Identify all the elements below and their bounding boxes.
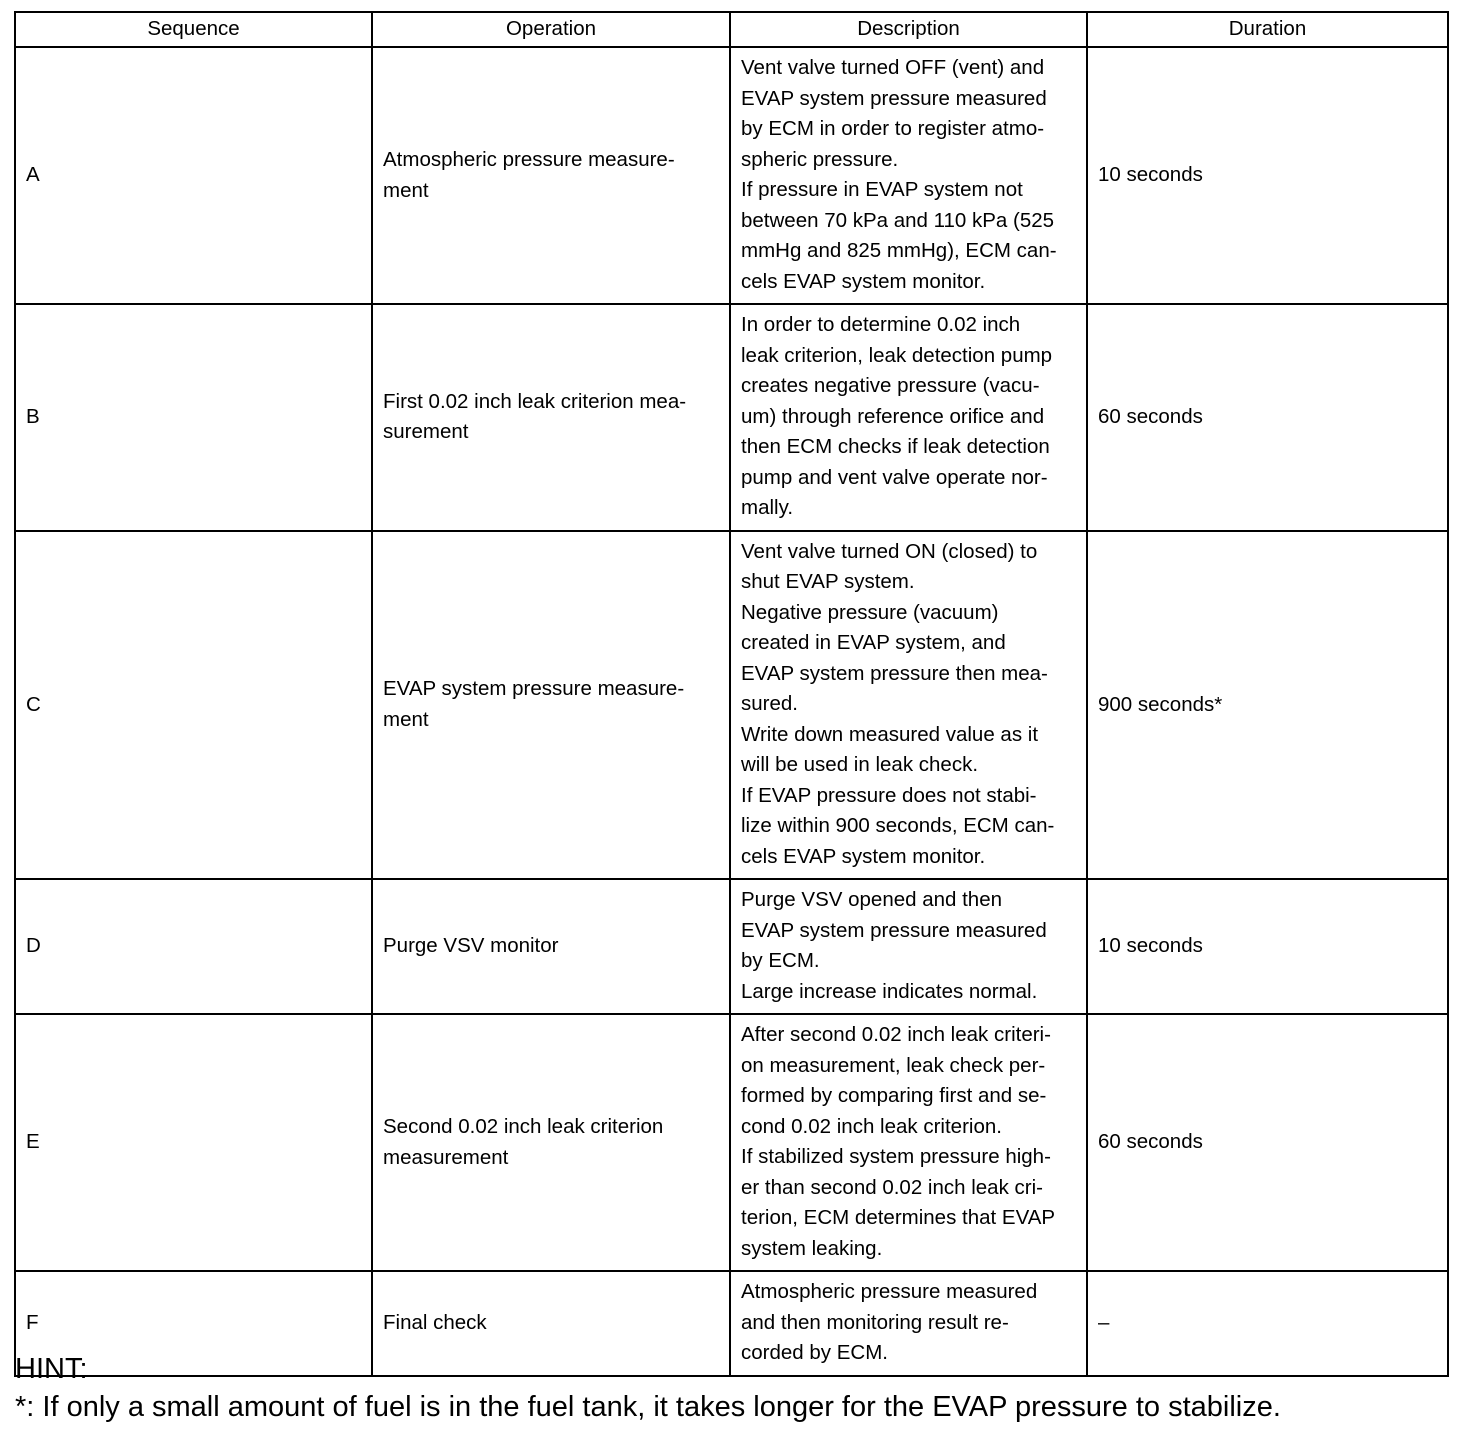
operation-line: EVAP system pressure measure- [383, 677, 685, 701]
duration-cell: 10 seconds [1087, 879, 1448, 1014]
description-line: EVAP system pressure measured [741, 918, 1047, 942]
operation-line: Second 0.02 inch leak criterion [383, 1115, 664, 1138]
description-line: between 70 kPa and 110 kPa (525 [741, 208, 1055, 232]
operation-line: ment [383, 707, 429, 731]
description-line: on measurement, leak check per- [741, 1053, 1046, 1077]
description-cell [730, 531, 1087, 880]
operation-cell [372, 304, 730, 531]
description-line: EVAP system pressure then mea- [741, 661, 1048, 685]
description-line: If EVAP pressure does not stabi- [741, 783, 1037, 807]
sequence-cell: B [15, 304, 372, 531]
description-line: spheric pressure. [741, 147, 899, 171]
sequence-cell: E [15, 1014, 372, 1271]
operation-line: ment [383, 178, 429, 202]
hint-text: *: If only a small amount of fuel is in the fuel tank, it takes longer for the EVAP pressure to stabilize. [15, 1391, 1281, 1423]
description-line: Write down measured value as it [741, 722, 1039, 746]
description-line: shut EVAP system. [741, 570, 915, 593]
operation-cell [372, 1014, 730, 1271]
evap-sequence-table [14, 11, 1449, 1377]
description-line: formed by comparing first and se- [741, 1084, 1047, 1107]
description-cell [730, 304, 1087, 531]
description-cell [730, 47, 1087, 304]
duration-cell: 900 seconds* [1087, 531, 1448, 880]
operation-line: measurement [383, 1145, 509, 1169]
header-sequence: Sequence [15, 12, 372, 47]
header-description: Description [730, 12, 1087, 47]
description-line: will be used in leak check. [741, 753, 979, 776]
operation-cell [372, 879, 730, 1014]
description-line: terion, ECM determines that EVAP [741, 1206, 1056, 1229]
sequence-cell: C [15, 531, 372, 880]
description-line: In order to determine 0.02 inch [741, 313, 1021, 336]
description-line: then ECM checks if leak detection [741, 435, 1050, 458]
description-line: er than second 0.02 inch leak cri- [741, 1175, 1043, 1199]
description-line: cels EVAP system monitor. [741, 844, 986, 868]
sequence-cell: A [15, 47, 372, 304]
description-line: Atmospheric pressure measured [741, 1280, 1038, 1303]
sequence-cell: F [15, 1271, 372, 1376]
description-line: Purge VSV opened and then [741, 888, 1003, 911]
description-line: mmHg and 825 mmHg), ECM can- [741, 239, 1057, 262]
description-line: If stabilized system pressure high- [741, 1145, 1051, 1168]
description-line: Vent valve turned ON (closed) to [741, 539, 1038, 563]
description-line: Negative pressure (vacuum) [741, 600, 999, 624]
description-line: pump and vent valve operate nor- [741, 465, 1048, 489]
duration-cell: 60 seconds [1087, 1014, 1448, 1271]
sequence-cell: D [15, 879, 372, 1014]
description-line: corded by ECM. [741, 1341, 888, 1364]
description-line: leak criterion, leak detection pump [741, 343, 1053, 367]
duration-cell: 10 seconds [1087, 47, 1448, 304]
duration-cell: 60 seconds [1087, 304, 1448, 531]
table-row [15, 879, 1448, 1014]
description-line: by ECM. [741, 949, 820, 972]
hint-title: HINT: [15, 1353, 88, 1385]
operation-cell [372, 47, 730, 304]
table-header-row [15, 12, 1448, 47]
description-line: cels EVAP system monitor. [741, 269, 986, 293]
operation-cell [372, 531, 730, 880]
description-line: If pressure in EVAP system not [741, 178, 1023, 201]
table-row [15, 304, 1448, 531]
table-row [15, 47, 1448, 304]
description-line: um) through reference orifice and [741, 404, 1045, 428]
description-line: creates negative pressure (vacu- [741, 374, 1040, 397]
description-line: After second 0.02 inch leak criteri- [741, 1023, 1051, 1046]
header-duration: Duration [1087, 12, 1448, 47]
header-operation: Operation [372, 12, 730, 47]
description-line: cond 0.02 inch leak criterion. [741, 1114, 1002, 1138]
description-line: system leaking. [741, 1236, 883, 1260]
description-line: created in EVAP system, and [741, 631, 1006, 654]
description-cell [730, 1014, 1087, 1271]
operation-line: Purge VSV monitor [383, 934, 559, 958]
description-line: by ECM in order to register atmo- [741, 117, 1045, 140]
hint-block [15, 1350, 1281, 1426]
description-cell [730, 879, 1087, 1014]
description-line: Large increase indicates normal. [741, 979, 1038, 1003]
description-line: lize within 900 seconds, ECM can- [741, 814, 1055, 837]
operation-line: Atmospheric pressure measure- [383, 148, 675, 171]
description-line: mally. [741, 496, 794, 519]
description-line: sured. [741, 692, 798, 715]
description-line: and then monitoring result re- [741, 1310, 1009, 1334]
description-line: EVAP system pressure measured [741, 86, 1047, 110]
description-line: Vent valve turned OFF (vent) and [741, 56, 1045, 79]
operation-line: First 0.02 inch leak criterion mea- [383, 389, 687, 413]
operation-line: Final check [383, 1311, 487, 1334]
duration-cell: – [1087, 1271, 1448, 1376]
table-row [15, 1014, 1448, 1271]
table-row [15, 531, 1448, 880]
operation-line: surement [383, 420, 469, 444]
